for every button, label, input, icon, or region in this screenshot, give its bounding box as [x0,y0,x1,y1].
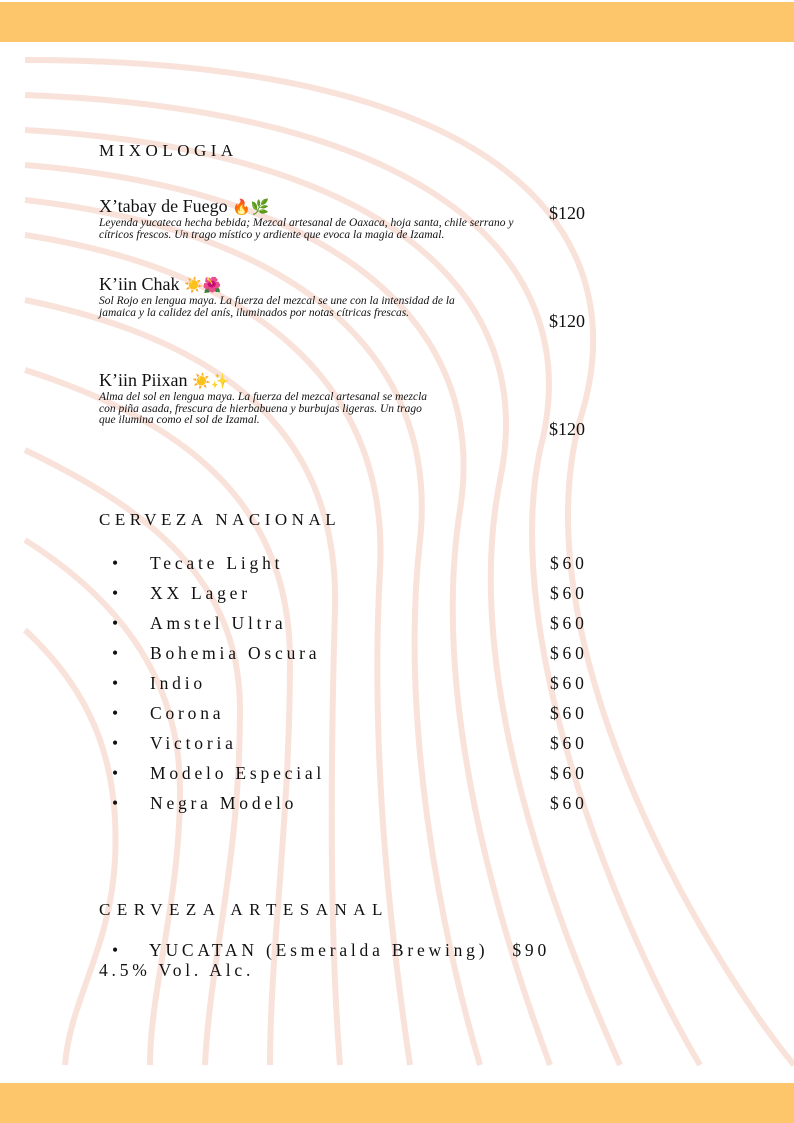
beer-price: $60 [550,793,588,813]
craft-beer-item [99,940,550,980]
drink-name: X’tabay de Fuego [99,196,228,216]
beer-name: Corona [150,703,225,723]
drink-price: $120 [549,419,585,439]
beer-price: $60 [550,643,588,663]
drink-name: K’iin Piixan [99,370,188,390]
section-title-cerveza-nacional: CERVEZA NACIONAL [99,510,341,529]
beer-item [112,763,592,784]
drink-price: $120 [549,311,585,331]
beer-name: Amstel Ultra [150,613,287,633]
beer-item [112,643,592,664]
beer-price: $60 [550,553,588,573]
bullet: • [112,553,122,573]
beer-price: $60 [550,583,588,603]
bullet: • [112,613,122,633]
section-title-mixologia: MIXOLOGIA [99,141,238,160]
beer-name: Tecate Light [150,553,284,573]
bullet: • [112,793,122,813]
section-title-cerveza-artesanal: CERVEZA ARTESANAL [99,900,389,919]
beer-item [112,553,592,574]
fire-herb-icon: 🔥🌿 [232,200,270,216]
beer-name: Bohemia Oscura [150,643,321,663]
drink-item [99,196,519,241]
beer-item [112,673,592,694]
bullet: • [112,703,122,723]
beer-name: YUCATAN (Esmeralda Brewing) [149,940,489,960]
beer-price: $60 [550,703,588,723]
beer-name: Victoria [150,733,237,753]
drink-name: K’iin Chak [99,274,180,294]
beer-price: $60 [550,733,588,753]
beer-name: XX Lager [150,583,251,603]
beer-detail: 4.5% Vol. Alc. [99,960,255,980]
beer-name: Negra Modelo [150,793,298,813]
drink-item [99,370,434,427]
drink-description: Alma del sol en lengua maya. La fuerza del mezcal artesanal se mezcla con piña asada, frescura de hierbabuena y burbujas ligeras. Un trago que ilumina como el sol de Izamal. [99,391,428,426]
beer-item [112,793,592,814]
bullet: • [112,940,122,960]
bullet: • [112,763,122,783]
bottom-banner [0,1083,794,1123]
bullet: • [112,673,122,693]
bullet: • [112,643,122,663]
beer-price: $60 [550,613,588,633]
beer-name: Indio [150,673,206,693]
beer-item [112,703,592,724]
drink-price: $120 [549,203,585,223]
drink-description: Leyenda yucateca hecha bebida; Mezcal artesanal de Oaxaca, hoja santa, chile serrano y cítricos frescos. Un trago místico y ardiente que evoca la magia de Izamal. [99,217,514,241]
drink-item [99,274,484,319]
beer-price: $60 [550,763,588,783]
beer-name: Modelo Especial [150,763,326,783]
sun-hibiscus-icon: ☀️🌺 [184,278,222,294]
beer-item [112,613,592,634]
beer-item [112,733,592,754]
beer-price: $90 [512,940,550,960]
beer-item [112,583,592,604]
bullet: • [112,733,122,753]
sun-sparkles-icon: ☀️✨ [192,374,230,390]
drink-description: Sol Rojo en lengua maya. La fuerza del mezcal se une con la intensidad de la jamaica y la calidez del anís, iluminados por notas cítricas frescas. [99,295,455,319]
bullet: • [112,583,122,603]
beer-price: $60 [550,673,588,693]
